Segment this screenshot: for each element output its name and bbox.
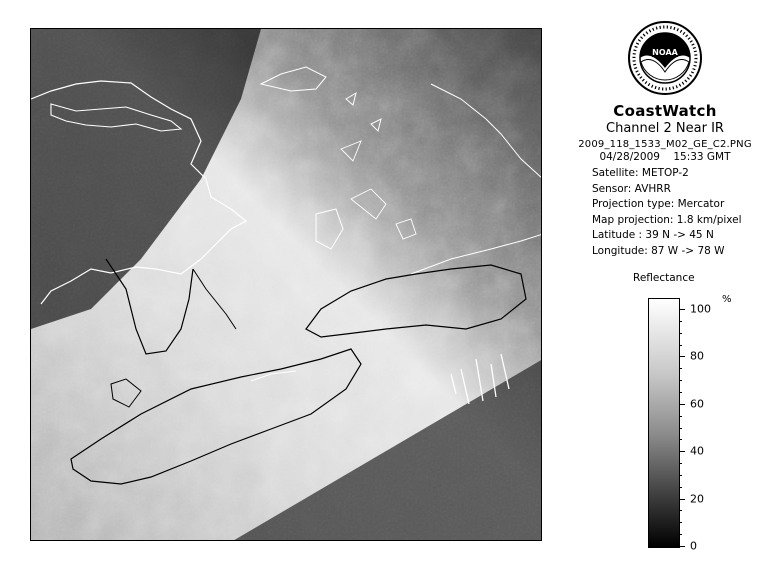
colorbar-minor-tick xyxy=(679,368,682,369)
colorbar-minor-tick xyxy=(679,392,682,393)
colorbar-tick-label: 100 xyxy=(690,302,711,316)
colorbar-minor-tick xyxy=(679,333,682,334)
colorbar-tick xyxy=(679,404,685,405)
colorbar-minor-tick xyxy=(679,321,682,322)
app-title: CoastWatch xyxy=(613,102,717,120)
colorbar-minor-tick xyxy=(679,439,682,440)
sensor-label: Sensor: AVHRR xyxy=(592,182,671,195)
metadata-list xyxy=(592,166,770,260)
colorbar-tick-label: 40 xyxy=(690,444,704,458)
longitude-label: Longitude: 87 W -> 78 W xyxy=(592,244,725,257)
colorbar-minor-tick xyxy=(679,487,682,488)
colorbar-minor-tick xyxy=(679,534,682,535)
noaa-logo-icon xyxy=(627,20,703,96)
filename-label: 2009_118_1533_M02_GE_C2.PNG xyxy=(578,139,752,150)
colorbar-minor-tick xyxy=(679,475,682,476)
reflectance-colorbar xyxy=(648,298,680,548)
colorbar-tick-label: 0 xyxy=(690,539,697,553)
projection-type-label: Projection type: Mercator xyxy=(592,198,725,211)
colorbar-minor-tick xyxy=(679,428,682,429)
date-label: 04/28/2009 xyxy=(599,151,660,163)
colorbar-minor-tick xyxy=(679,416,682,417)
colorbar-tick xyxy=(679,499,685,500)
colorbar-minor-tick xyxy=(679,380,682,381)
legend-unit: % xyxy=(722,294,732,305)
legend-title: Reflectance xyxy=(633,272,695,284)
surface-speckle xyxy=(31,29,542,541)
latitude-label: Latitude : 39 N -> 45 N xyxy=(592,229,714,242)
satellite-label: Satellite: METOP-2 xyxy=(592,167,689,179)
map-projection-label: Map projection: 1.8 km/pixel xyxy=(592,213,742,226)
colorbar-tick-label: 80 xyxy=(690,349,704,363)
colorbar-tick xyxy=(679,451,685,452)
colorbar-tick xyxy=(679,546,685,547)
map-svg xyxy=(31,29,542,541)
colorbar-minor-tick xyxy=(679,463,682,464)
colorbar-tick xyxy=(679,356,685,357)
colorbar-tick-label: 60 xyxy=(690,397,704,411)
colorbar-tick xyxy=(679,309,685,310)
colorbar-minor-tick xyxy=(679,522,682,523)
colorbar-tick-label: 20 xyxy=(690,492,704,506)
time-label: 15:33 GMT xyxy=(673,151,731,163)
colorbar-minor-tick xyxy=(679,345,682,346)
colorbar-minor-tick xyxy=(679,510,682,511)
satellite-image-map xyxy=(30,28,542,541)
info-panel xyxy=(560,20,770,260)
channel-label: Channel 2 Near IR xyxy=(606,121,724,136)
svg-text:NOAA: NOAA xyxy=(652,48,678,57)
datetime-row xyxy=(560,150,770,165)
